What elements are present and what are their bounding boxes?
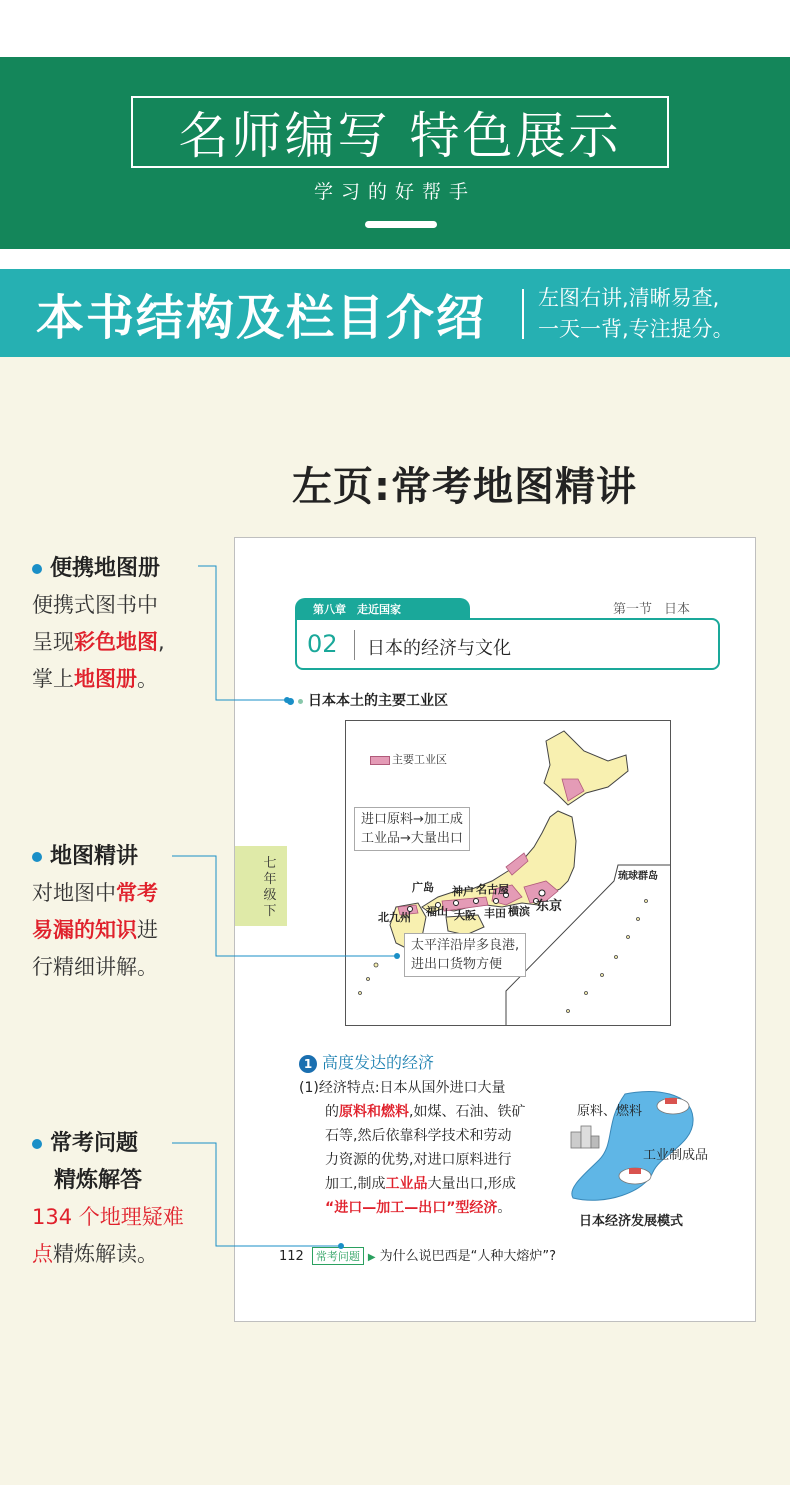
annotation-heading-text: 常考问题 [50, 1131, 139, 1156]
tagline-line: 左图右讲,清晰易查, [538, 286, 720, 310]
annotation-highlight: 134 个地理疑难 [32, 1205, 184, 1229]
para-text: 。 [497, 1200, 512, 1216]
para-line: (1)经济特点:日本从国外进口大量 [299, 1080, 506, 1096]
city-label: 神户 [452, 885, 474, 898]
subhead-number: 1 [299, 1055, 317, 1073]
para-text: ,如煤、石油、铁矿 [409, 1104, 526, 1120]
annotation-highlight: 点 [32, 1242, 53, 1266]
annotation-line: 便携式图书中 [32, 593, 158, 617]
city-label: 大阪 [454, 909, 476, 922]
annotation-highlight: 地图册 [74, 667, 137, 691]
econ-label-raw: 原料、燃料 [577, 1104, 643, 1119]
annotation-text: 对地图中 [32, 881, 116, 905]
para-highlight: 原料和燃料 [339, 1104, 409, 1120]
banner-title: 名师编写 特色展示 [178, 107, 622, 165]
annotation-highlight: 常考 [116, 881, 158, 905]
annotation-text: , [158, 630, 165, 654]
city-label: 广岛 [412, 881, 434, 894]
grade-tab-text: 七年级下 [263, 856, 277, 919]
map-caption-text: 日本本土的主要工业区 [308, 693, 448, 709]
econ-label-product: 工业制成品 [643, 1148, 709, 1163]
section-country: 日本 [664, 602, 691, 617]
subhead-text: 高度发达的经济 [322, 1053, 435, 1072]
arrow-right-icon: ▶ [367, 1252, 376, 1263]
annotation-heading-text: 地图精讲 [50, 844, 139, 869]
para-text: 加工,制成 [325, 1176, 386, 1192]
para-line: 石等,然后依靠科学技术和劳动 [325, 1128, 512, 1144]
city-label: 北九州 [378, 911, 411, 924]
page-number: 112 [279, 1249, 304, 1264]
city-label: 东京 [536, 899, 563, 914]
annotation-text: 。 [137, 667, 158, 691]
para-text: 的 [325, 1104, 339, 1120]
econ-caption: 日本经济发展模式 [579, 1214, 684, 1229]
section-heading: 左页:常考地图精讲 [292, 464, 637, 510]
annotation-text: 进 [137, 918, 158, 942]
city-label: 福山 [426, 905, 448, 918]
ryukyu-label: 琉球群岛 [618, 871, 658, 882]
callout-line: 太平洋沿岸多良港, [411, 938, 520, 953]
annotation-heading: 精炼解答 [54, 1168, 143, 1193]
city-label: 名古屋 [476, 883, 509, 896]
callout-line: 工业品→大量出口 [361, 831, 463, 846]
para-text: 大量出口,形成 [427, 1176, 516, 1192]
section-label-text: 第一节 [613, 602, 653, 617]
para-line: 力资源的优势,对进口原料进行 [325, 1152, 512, 1168]
legend-text: 主要工业区 [392, 753, 447, 766]
annotation-heading-text: 便携地图册 [50, 556, 161, 581]
footer-question: 为什么说巴西是“人种大熔炉”? [379, 1249, 557, 1264]
annotation-highlight: 彩色地图 [74, 630, 158, 654]
tagline-line: 一天一背,专注提分。 [538, 317, 734, 341]
city-label: 丰田 [484, 907, 506, 920]
annotation-text: 精炼解读。 [53, 1242, 158, 1266]
annotation-text: 掌上 [32, 667, 74, 691]
annotation-text: 呈现 [32, 630, 74, 654]
annotation-highlight: 易漏的知识 [32, 918, 137, 942]
banner-subtitle: 学习的好帮手 [313, 181, 476, 203]
lesson-title: 日本的经济与文化 [367, 638, 511, 659]
callout-line: 进口原料→加工成 [361, 812, 463, 827]
para-highlight: “进口—加工—出口”型经济 [325, 1200, 498, 1216]
callout-line: 进出口货物方便 [411, 957, 503, 972]
annotation-line: 行精细讲解。 [32, 955, 158, 979]
chapter-label: 第八章 走近国家 [313, 603, 401, 616]
lesson-number: 02 [307, 630, 338, 658]
city-label: 横滨 [508, 905, 530, 918]
para-highlight: 工业品 [385, 1176, 428, 1192]
footer-tag: 常考问题 [312, 1247, 364, 1265]
structure-title: 本书结构及栏目介绍 [36, 290, 487, 346]
